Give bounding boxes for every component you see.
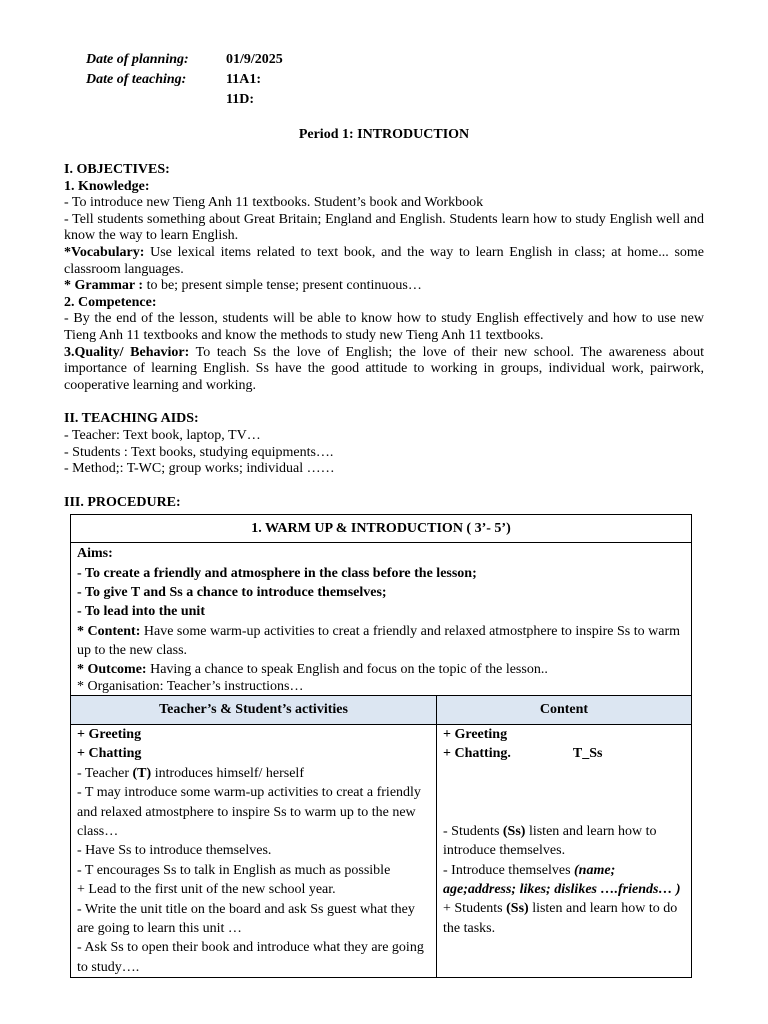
activities-cell — [71, 724, 437, 977]
quality-text: To teach Ss the love of English; the love of their new school. The awareness about importance of learning English. Ss have the good attitude to working in groups, individual work, pairwork, cooperative learning and working. — [64, 344, 704, 393]
content-column-header: Content — [437, 696, 692, 724]
grammar-text: to be; present simple tense; present continuous… — [143, 278, 422, 294]
warmup-title: 1. WARM UP & INTRODUCTION ( 3’- 5’) — [71, 515, 692, 543]
competence-text: - By the end of the lesson, students will be able to know how to study English effectively and how to use new Tieng Anh 11 textbooks and know the methods to study new Tieng Anh 11 textbooks. — [64, 311, 704, 343]
vocabulary-text: Use lexical items related to text book, and the way to learn English in class; at home... some classroom languages. — [64, 244, 704, 277]
procedure-heading: III. PROCEDURE: — [64, 494, 181, 510]
vocabulary-label: *Vocabulary: — [64, 244, 145, 260]
teacher-intro-line: - Teacher (T) introduces himself/ herself — [77, 765, 304, 781]
planning-date-value: 01/9/2025 — [226, 52, 283, 67]
knowledge-item-1: - To introduce new Tieng Anh 11 textbooks. Student’s book and Workbook — [64, 195, 484, 211]
period-number: Period 1 — [298, 127, 349, 142]
students-listen-line: - Students (Ss) listen and learn how to introduce themselves. — [443, 823, 657, 859]
introduce-themselves-line: - Introduce themselves (name; age;address; likes; dislikes ….friends… ) — [443, 862, 681, 897]
right-greeting: + Greeting — [443, 726, 508, 742]
aim-item-1: - To create a friendly and atmosphere in the class before the lesson; — [77, 565, 477, 581]
lead-line: + Lead to the first unit of the new school year. — [77, 882, 336, 898]
warmup-activities-line: - T may introduce some warm-up activities to creat a friendly and relaxed atmostphere to inspire Ss to warm up to the new class… — [77, 785, 421, 839]
period-topic: : INTRODUCTION — [348, 127, 470, 142]
encourage-line: - T encourages Ss to talk in English as much as possible — [77, 862, 391, 878]
aim-item-2: - To give T and Ss a chance to introduce themselves; — [77, 585, 387, 600]
students-tasks-line: + Students (Ss) listen and learn how to do the tasks. — [443, 901, 678, 936]
left-chatting: + Chatting — [77, 746, 142, 762]
planning-date-label: Date of planning: — [86, 52, 189, 67]
aids-method: - Method;: T-WC; group works; individual …… — [64, 461, 335, 477]
grammar-line — [64, 278, 704, 295]
teaching-class-2: 11D: — [226, 92, 254, 107]
lesson-header — [86, 52, 283, 112]
activities-column-header: Teacher’s & Student’s activities — [71, 696, 437, 724]
content-label: * Content: — [77, 623, 141, 639]
knowledge-item-2: - Tell students something about Great Britain; England and English. Students learn how to study English well and know the way to learn English. — [64, 211, 704, 244]
content-cell — [437, 724, 692, 977]
aids-teacher: - Teacher: Text book, laptop, TV… — [64, 427, 261, 443]
content-text: Have some warm-up activities to creat a friendly and relaxed atmostphere to inspire Ss to warm up to the new class. — [77, 623, 680, 658]
outcome-text: Having a chance to speak English and focus on the topic of the lesson.. — [146, 662, 548, 678]
period-title — [0, 127, 768, 143]
quality-label: 3.Quality/ Behavior: — [64, 344, 190, 360]
lesson-body — [64, 162, 704, 511]
right-chatting-line — [443, 744, 685, 763]
content-line — [77, 622, 685, 661]
teaching-class-1: 11A1: — [226, 72, 261, 87]
outcome-line — [77, 660, 685, 679]
teaching-aids-heading: II. TEACHING AIDS: — [64, 411, 199, 427]
competence-heading: 2. Competence: — [64, 294, 157, 310]
aim-item-3: - To lead into the unit — [77, 604, 205, 620]
left-greeting: + Greeting — [77, 726, 142, 742]
outcome-label: * Outcome: — [77, 662, 147, 678]
aims-cell — [71, 543, 692, 696]
objectives-heading: I. OBJECTIVES: — [64, 162, 170, 177]
grammar-label: * Grammar : — [64, 278, 144, 294]
have-ss-line: - Have Ss to introduce themselves. — [77, 843, 272, 859]
teacher-abbrev: (T) — [132, 765, 152, 781]
right-chatting: + Chatting. — [443, 746, 511, 762]
t-ss-label: T_Ss — [572, 746, 603, 762]
aims-label: Aims: — [77, 546, 113, 562]
aids-students: - Students : Text books, studying equipments…. — [64, 444, 334, 460]
write-title-line: - Write the unit title on the board and ask Ss guest what they are going to learn this unit … — [77, 901, 415, 936]
quality-line — [64, 345, 704, 395]
procedure-table — [70, 514, 692, 978]
knowledge-heading: 1. Knowledge: — [64, 178, 150, 194]
vocabulary-line — [64, 245, 704, 278]
organisation-line: * Organisation: Teacher’s instructions… — [77, 679, 304, 695]
open-book-line: - Ask Ss to open their book and introduce what they are going to study…. — [77, 940, 424, 975]
teaching-date-label: Date of teaching: — [86, 72, 187, 87]
